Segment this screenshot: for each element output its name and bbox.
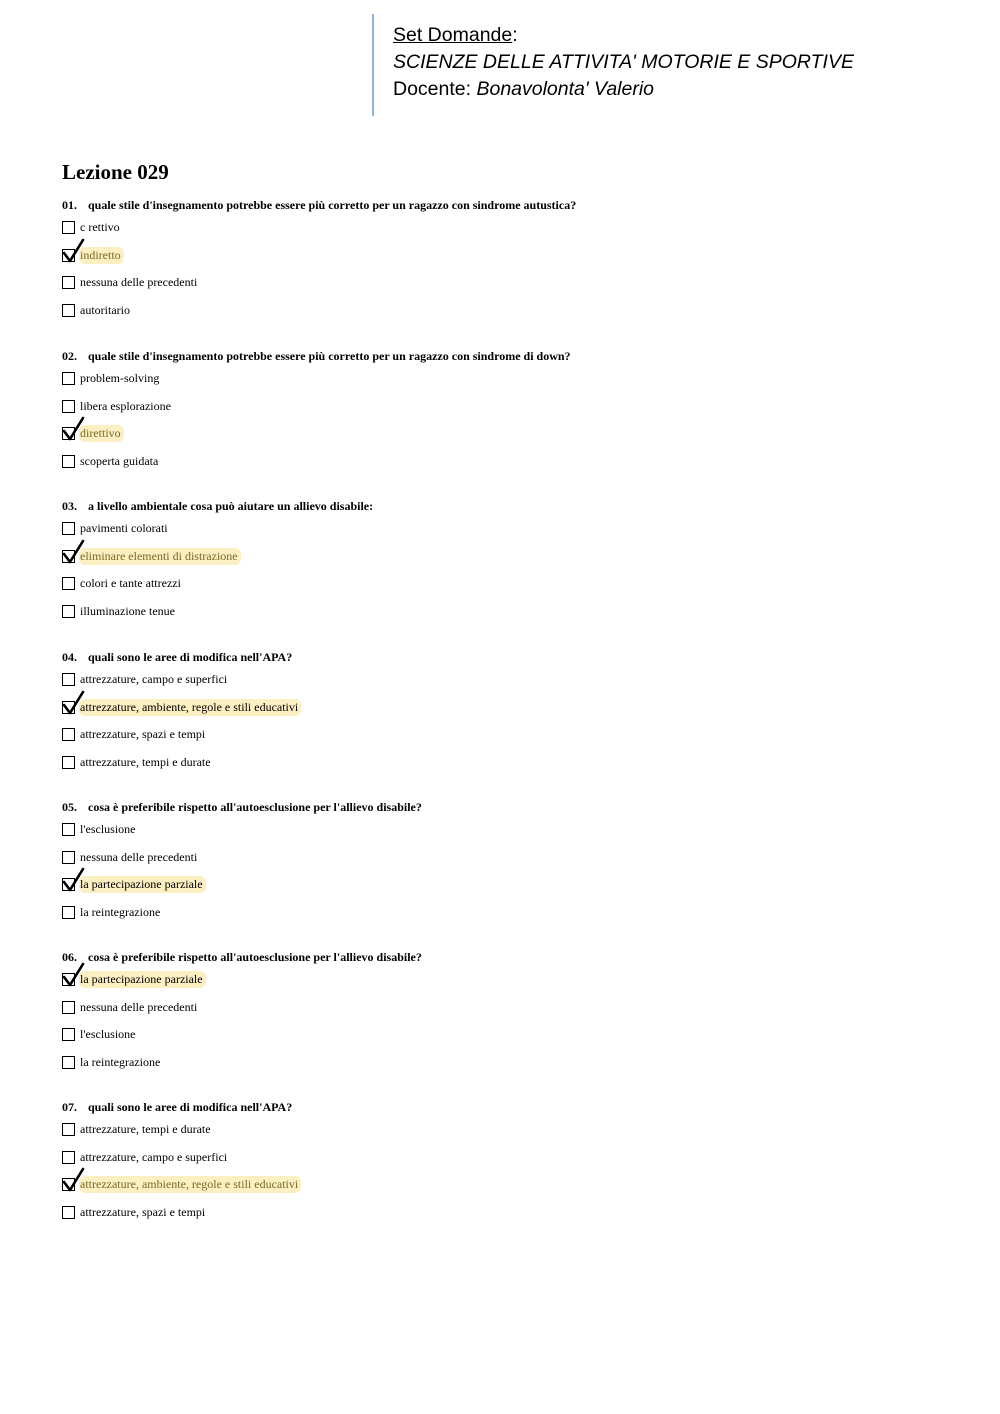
- answer-checkbox[interactable]: [62, 372, 75, 385]
- answer-option[interactable]: [62, 969, 206, 989]
- question-text: quale stile d'insegnamento potrebbe essere più corretto per un ragazzo con sindrome di down?: [88, 349, 571, 363]
- answer-checkbox[interactable]: [62, 1151, 75, 1164]
- answer-option[interactable]: [62, 874, 206, 894]
- question-6: [62, 950, 422, 965]
- answer-label: attrezzature, campo e superfici: [80, 1149, 228, 1164]
- answer-label: scoperta guidata: [80, 453, 159, 468]
- answer-checkbox[interactable]: [62, 550, 75, 563]
- answer-label: la reintegrazione: [80, 1054, 161, 1069]
- answer-option[interactable]: [62, 1052, 163, 1072]
- answer-checkbox[interactable]: [62, 1206, 75, 1219]
- answer-checkbox[interactable]: [62, 823, 75, 836]
- answer-label: l'esclusione: [80, 1026, 136, 1041]
- answer-checkbox[interactable]: [62, 701, 75, 714]
- question-text: quale stile d'insegnamento potrebbe essere più corretto per un ragazzo con sindrome autustica?: [88, 198, 577, 212]
- answer-label: attrezzature, campo e superfici: [80, 671, 228, 686]
- answer-option[interactable]: [62, 368, 162, 388]
- answer-label: illuminazione tenue: [80, 603, 175, 618]
- checkmark-icon: [62, 1168, 84, 1194]
- course-header: [372, 14, 932, 116]
- answer-checkbox[interactable]: [62, 1123, 75, 1136]
- answer-option[interactable]: [62, 902, 163, 922]
- checkmark-icon: [62, 540, 84, 566]
- question-number: 07.: [62, 1100, 77, 1114]
- answer-checkbox[interactable]: [62, 878, 75, 891]
- answer-option[interactable]: [62, 546, 241, 566]
- answer-checkbox[interactable]: [62, 973, 75, 986]
- answer-label: attrezzature, spazi e tempi: [80, 726, 206, 741]
- answer-label: nessuna delle precedenti: [80, 999, 198, 1014]
- answer-label: autoritario: [80, 302, 130, 317]
- answer-option[interactable]: [62, 601, 178, 621]
- question-4: [62, 650, 292, 665]
- answer-checkbox[interactable]: [62, 605, 75, 618]
- answer-checkbox[interactable]: [62, 1178, 75, 1191]
- answer-checkbox[interactable]: [62, 851, 75, 864]
- question-number: 03.: [62, 499, 77, 513]
- answer-option[interactable]: [62, 1024, 138, 1044]
- answer-option[interactable]: [62, 1147, 230, 1167]
- answer-option[interactable]: [62, 272, 200, 292]
- answer-checkbox[interactable]: [62, 1028, 75, 1041]
- answer-option[interactable]: [62, 245, 124, 265]
- question-5: [62, 800, 422, 815]
- checkmark-icon: [62, 417, 84, 443]
- question-number: 04.: [62, 650, 77, 664]
- answer-checkbox[interactable]: [62, 427, 75, 440]
- question-3: [62, 499, 373, 514]
- answer-label: colori e tante attrezzi: [80, 575, 181, 590]
- answer-option[interactable]: [62, 423, 124, 443]
- answer-label: c rettivo: [80, 219, 120, 234]
- question-1: [62, 198, 576, 213]
- answer-option[interactable]: [62, 396, 174, 416]
- answer-checkbox[interactable]: [62, 673, 75, 686]
- answer-label: attrezzature, tempi e durate: [80, 754, 211, 769]
- answer-checkbox[interactable]: [62, 249, 75, 262]
- answer-label: pavimenti colorati: [80, 520, 168, 535]
- question-7: [62, 1100, 292, 1115]
- checkmark-icon: [62, 239, 84, 265]
- answer-checkbox[interactable]: [62, 756, 75, 769]
- answer-checkbox[interactable]: [62, 728, 75, 741]
- answer-option[interactable]: [62, 752, 214, 772]
- answer-option[interactable]: [62, 997, 200, 1017]
- answer-label: attrezzature, ambiente, regole e stili educativi: [79, 1176, 301, 1193]
- question-number: 01.: [62, 198, 77, 212]
- question-text: cosa è preferibile rispetto all'autoesclusione per l'allievo disabile?: [88, 950, 422, 964]
- lesson-title: Lezione 029: [62, 160, 169, 184]
- answer-label: l'esclusione: [80, 821, 136, 836]
- answer-checkbox[interactable]: [62, 304, 75, 317]
- set-line: [393, 22, 932, 49]
- answer-checkbox[interactable]: [62, 906, 75, 919]
- answer-option[interactable]: [62, 669, 230, 689]
- answer-option[interactable]: [62, 697, 301, 717]
- checkmark-icon: [62, 691, 84, 717]
- set-label: Set Domande: [393, 24, 513, 46]
- question-2: [62, 349, 571, 364]
- answer-label: la partecipazione parziale: [79, 876, 206, 893]
- answer-label: attrezzature, spazi e tempi: [80, 1204, 206, 1219]
- answer-option[interactable]: [62, 1202, 208, 1222]
- answer-checkbox[interactable]: [62, 221, 75, 234]
- checkmark-icon: [62, 868, 84, 894]
- answer-option[interactable]: [62, 217, 123, 237]
- answer-label: attrezzature, tempi e durate: [80, 1121, 211, 1136]
- answer-checkbox[interactable]: [62, 276, 75, 289]
- teacher-label: Docente:: [393, 78, 477, 100]
- answer-label: la partecipazione parziale: [79, 971, 206, 988]
- answer-checkbox[interactable]: [62, 400, 75, 413]
- answer-label: indiretto: [79, 247, 124, 264]
- answer-option[interactable]: [62, 518, 171, 538]
- answer-option[interactable]: [62, 724, 208, 744]
- question-number: 05.: [62, 800, 77, 814]
- answer-option[interactable]: [62, 451, 161, 471]
- question-text: a livello ambientale cosa può aiutare un allievo disabile:: [88, 499, 374, 513]
- answer-label: problem-solving: [80, 370, 160, 385]
- answer-option[interactable]: [62, 1119, 214, 1139]
- question-text: quali sono le aree di modifica nell'APA?: [88, 650, 293, 664]
- answer-checkbox[interactable]: [62, 1056, 75, 1069]
- answer-option[interactable]: [62, 1174, 301, 1194]
- checkmark-icon: [62, 963, 84, 989]
- answer-option[interactable]: [62, 847, 200, 867]
- answer-label: nessuna delle precedenti: [80, 274, 198, 289]
- answer-label: direttivo: [79, 425, 124, 442]
- answer-label: eliminare elementi di distrazione: [79, 548, 241, 565]
- answer-checkbox[interactable]: [62, 1001, 75, 1014]
- answer-option[interactable]: [62, 819, 138, 839]
- answer-checkbox[interactable]: [62, 577, 75, 590]
- question-number: 02.: [62, 349, 77, 363]
- answer-checkbox[interactable]: [62, 522, 75, 535]
- teacher-line: [393, 76, 932, 103]
- question-text: cosa è preferibile rispetto all'autoesclusione per l'allievo disabile?: [88, 800, 422, 814]
- answer-option[interactable]: [62, 300, 133, 320]
- course-name: SCIENZE DELLE ATTIVITA' MOTORIE E SPORTIVE: [393, 51, 854, 73]
- answer-label: libera esplorazione: [80, 398, 171, 413]
- question-text: quali sono le aree di modifica nell'APA?: [88, 1100, 293, 1114]
- answer-label: la reintegrazione: [80, 904, 161, 919]
- answer-option[interactable]: [62, 573, 184, 593]
- question-number: 06.: [62, 950, 77, 964]
- set-colon: :: [512, 24, 518, 46]
- answer-checkbox[interactable]: [62, 455, 75, 468]
- teacher-name: Bonavolonta' Valerio: [476, 78, 655, 100]
- answer-label: attrezzature, ambiente, regole e stili educativi: [79, 699, 301, 716]
- answer-label: nessuna delle precedenti: [80, 849, 198, 864]
